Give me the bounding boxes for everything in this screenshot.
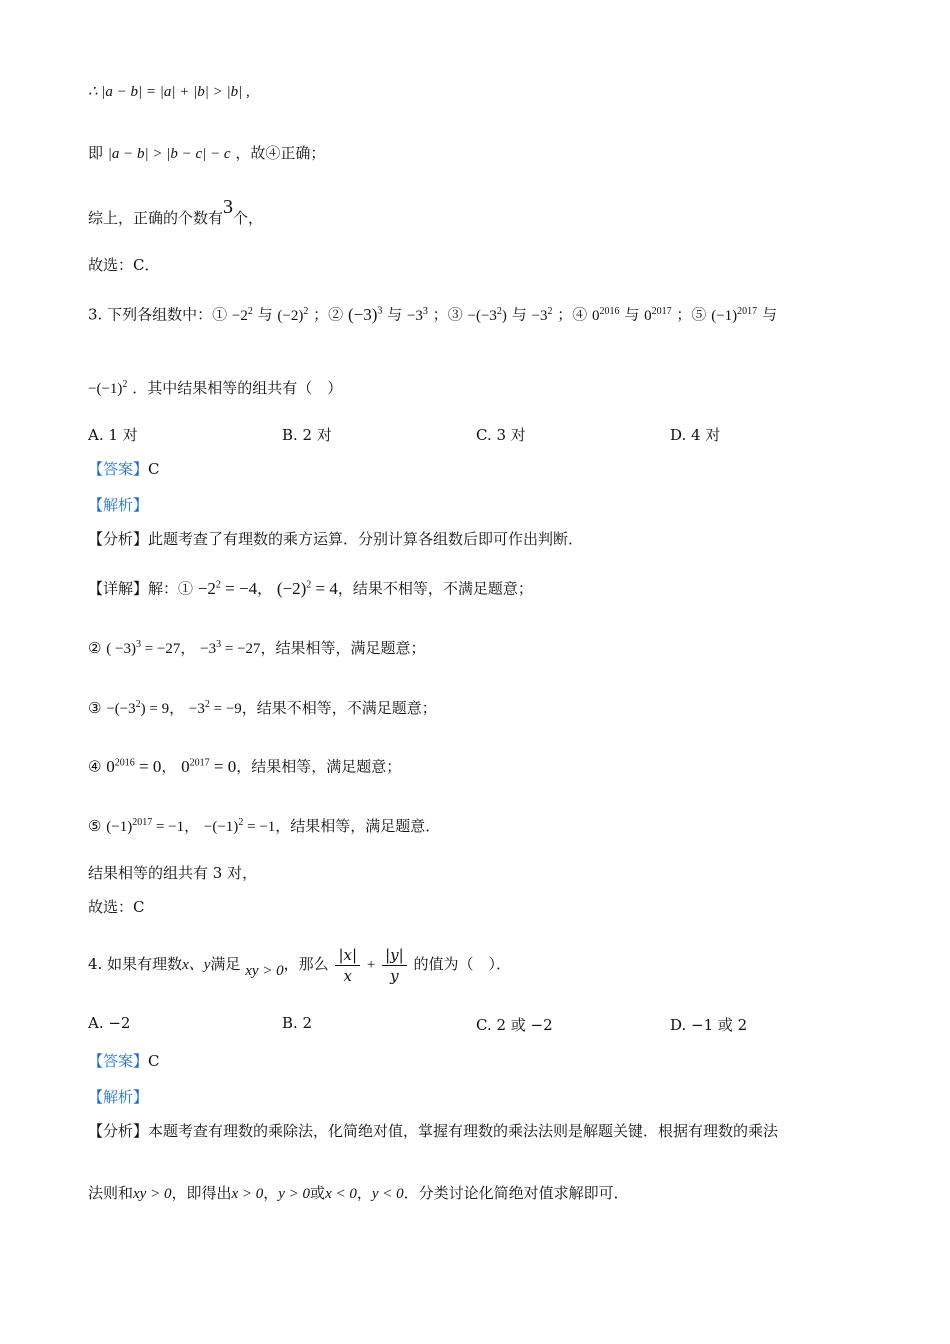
expr: $(-1)^{2017}$ [711,305,758,324]
detail-tag: 【详解】 [88,579,149,598]
answer-4 [88,1050,160,1072]
detail-4: ④ $0^{2016} = 0$， $0^{2017} = 0$，结果相等，满足题意； [88,756,402,776]
fenxi-tag: 【分析】 [88,530,149,548]
formula: xy > 0 [133,1186,172,1202]
analysis-header-4 [88,1086,148,1108]
expr: $-2^2 = -4$ [197,578,258,598]
text: ② [88,639,102,657]
text: ，结果相等，满足题意； [260,639,426,657]
question-3-line-1 [88,300,777,327]
expr: $-3^2 = -9$ [188,699,242,717]
text: 3. 下列各组数中：① [88,305,228,324]
formula-abs: ∴ |a − b| = |a| + |b| > |b| , [88,84,250,100]
text: 即 [88,144,104,162]
count-number: 3 [223,196,234,218]
fenxi-text: 此题考查了有理数的乘方运算．分别计算各组数后即可作出判断． [148,530,584,548]
text: 或 [310,1184,326,1202]
option-c: C. 2 或 −2 [476,1016,553,1034]
text: 个， [233,209,264,227]
text: ．分类讨论化简绝对值求解即可． [403,1184,629,1202]
expr: $(-3)^3$ [347,304,383,324]
expr: $-3^3$ [406,305,428,324]
answer-tag: 【答案】 [88,460,149,478]
expr: $-(-1)^2 = -1$ [203,817,276,835]
formula: x < 0 [325,1186,357,1202]
expr: $0^{2017} = 0$ [181,756,237,776]
text: ， [356,1184,372,1202]
expr: $0^{2016} = 0$ [106,756,162,776]
text: 综上，正确的个数有 [88,209,224,227]
text: ；② [313,305,344,324]
variables: x、y [182,957,211,973]
expr: $-3^3 = -27$ [200,639,261,657]
expr: ( −3)$^3$ = −27 [106,639,181,657]
condition: xy > 0 [245,963,284,979]
answer-3 [88,458,160,480]
text: 解：① [148,579,194,598]
question-4 [88,944,511,984]
text: ，结果不相等，不满足题意； [337,579,533,598]
formula: y > 0 [278,1186,311,1202]
expr: $-3^2$ [531,305,553,324]
text: ，故④正确； [235,144,326,162]
analysis-4-line-1 [88,1120,778,1142]
option-a: A. 1 对 [88,426,138,444]
answer-value: C [148,1052,160,1070]
expr: $-(-3^2) = 9$ [106,699,170,717]
option-b: B. 2 [282,1014,313,1032]
expr: $-(-1)^2$ [88,379,128,397]
text: 的值为（ ）． [413,955,511,973]
text: ，那么 [283,955,329,973]
text: ④ [88,757,102,776]
expr: $(-1)^{2017} = -1$ [106,817,185,835]
expr: $0^{2017}$ [644,305,672,324]
text: 故选：C． [88,256,160,274]
expr: $(-2)^2 = 4$ [276,578,338,598]
detail-3: ③ $-(-3^2) = 9$， $-3^2 = -9$，结果不相等，不满足题意； [88,699,437,717]
option-d: D. −1 或 2 [670,1016,748,1034]
fraction-x: $\frac{|x|}{x}$ [335,945,360,986]
text: ．其中结果相等的组共有（ ） [132,379,343,397]
analysis-3 [88,528,583,550]
analysis-header-3 [88,494,148,516]
text: 与 [624,305,640,324]
formula: x > 0 [231,1186,264,1202]
text: ，即得出 [171,1184,232,1202]
text: 法则和 [88,1184,134,1202]
detail-2: ② ( −3)$^3$ = −27， $-3^3 = -27$，结果相等，满足题意； [88,639,426,657]
text: 与 [511,305,527,324]
plus-sign: + [366,957,376,973]
line-conclusion-4 [88,142,325,165]
line-summary [88,196,264,229]
expr: $-(-3^2)$ [467,305,507,324]
text: ，结果不相等，不满足题意； [241,699,437,717]
line-choice [88,254,159,276]
formula: y < 0 [371,1186,404,1202]
detail-1: 【详解】解：① $-2^2 = -4$， $(-2)^2 = 4$，结果不相等，不满足题意； [88,578,533,598]
text: 与 [257,305,273,324]
summary-3: 结果相等的组共有 3 对， [88,864,258,882]
option-c: C. 3 对 [476,426,526,444]
text: 与 [761,305,777,324]
expr: $(-2)^2$ [277,305,309,324]
text: ⑤ [88,817,102,835]
text: ③ [88,699,102,717]
analysis-tag: 【解析】 [88,496,149,514]
option-a: A. −2 [88,1014,131,1032]
selection-3: 故选：C [88,898,145,916]
line-therefore [88,80,250,103]
expr: $0^{2016}$ [592,305,620,324]
fenxi-text: 本题考查有理数的乘除法，化简绝对值，掌握有理数的乘法法则是解题关键．根据有理数的乘法 [148,1122,779,1140]
analysis-4-line-2 [88,1182,629,1205]
text: ；③ [432,305,463,324]
fraction-y: $\frac{|y|}{y}$ [382,945,407,986]
detail-5: ⑤ $(-1)^{2017} = -1$， $-(-1)^2 = -1$，结果相等，满足题意． [88,817,441,835]
option-d: D. 4 对 [670,426,721,444]
fenxi-tag: 【分析】 [88,1122,149,1140]
analysis-tag: 【解析】 [88,1088,149,1106]
answer-value: C [148,460,160,478]
expr: $-2^2$ [231,305,253,324]
text: ， [263,1184,279,1202]
text: 与 [387,305,403,324]
text: ；④ [557,305,588,324]
text: 4. 如果有理数 [88,955,183,973]
formula: |a − b| > |b − c| − c [107,146,231,162]
text: ，结果相等，满足题意； [236,757,402,776]
question-3-line-2 [88,374,342,400]
text: ；⑤ [676,305,707,324]
text: ，结果相等，满足题意． [275,817,441,835]
text: 满足 [210,955,241,973]
answer-tag: 【答案】 [88,1052,149,1070]
option-b: B. 2 对 [282,426,332,444]
